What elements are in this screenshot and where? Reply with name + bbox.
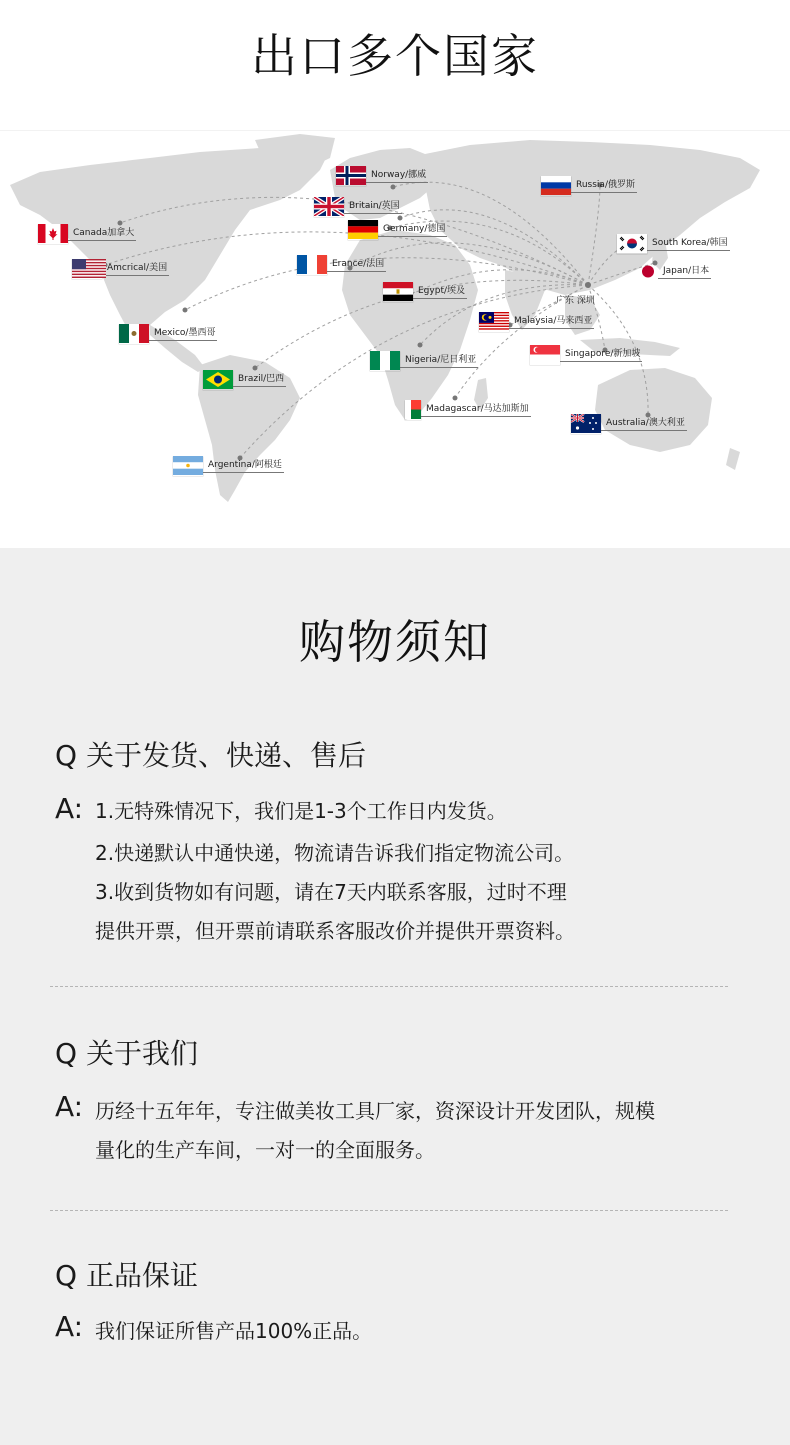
country-malaysia [479, 312, 594, 332]
country-label: Madagascar/马达加斯加 [421, 403, 531, 417]
country-label: Erance/法国 [327, 258, 386, 272]
country-nigeria [370, 351, 478, 371]
canada-flag-icon [38, 225, 68, 244]
argentina-flag-icon [173, 457, 203, 476]
country-usa [72, 259, 169, 279]
world-map-graphic [0, 130, 790, 510]
export-section [0, 0, 790, 548]
faq-question-shipping: Q 关于发货、快递、售后 [55, 739, 366, 772]
country-argentina [173, 456, 284, 476]
faq-answer-marker: A: [55, 1310, 84, 1343]
country-britain [314, 197, 402, 217]
malaysia-flag-icon [479, 313, 509, 332]
japan-flag-icon [638, 263, 658, 282]
country-label: Nigeria/尼日利亚 [400, 354, 478, 368]
country-label: Norway/挪威 [366, 169, 428, 183]
brazil-flag-icon [203, 371, 233, 390]
australia-flag-icon [571, 415, 601, 434]
country-mexico [119, 324, 217, 344]
country-label: Canada加拿大 [68, 227, 136, 241]
notice-section [0, 548, 790, 1445]
britain-flag-icon [314, 198, 344, 217]
russia-flag-icon [541, 177, 571, 196]
country-norway [336, 166, 428, 186]
faq-answer-line: 2.快递默认中通快递，物流请告诉我们指定物流公司。 [95, 841, 575, 865]
country-egypt [383, 282, 467, 302]
country-madagascar [405, 400, 531, 420]
country-canada [38, 224, 136, 244]
country-label: Brazil/巴西 [233, 373, 286, 387]
norway-flag-icon [336, 167, 366, 186]
nigeria-flag-icon [370, 352, 400, 371]
faq-answer-line: 量化的生产车间，一对一的全面服务。 [95, 1138, 435, 1162]
country-japan [638, 262, 711, 282]
country-russia [541, 176, 637, 196]
south-korea-flag-icon [617, 235, 647, 254]
faq-answer-marker: A: [55, 792, 84, 825]
faq-answer-line: 3.收到货物如有问题，请在7天内联系客服，过时不理 [95, 880, 567, 904]
singapore-flag-icon [530, 346, 560, 365]
faq-question-authenticity: Q 正品保证 [55, 1259, 198, 1292]
country-label: Singapore/新加坡 [560, 348, 642, 362]
country-brazil [203, 370, 286, 390]
country-label: Argentina/阿根廷 [203, 459, 284, 473]
faq-answer-line: 历经十五年年，专注做美妆工具厂家，资深设计开发团队，规模 [95, 1099, 655, 1123]
germany-flag-icon [348, 221, 378, 240]
faq-answer-line: 1.无特殊情况下，我们是1-3个工作日内发货。 [95, 799, 507, 823]
faq-answer-line: 提供开票，但开票前请联系客服改价并提供开票资料。 [95, 919, 575, 943]
hub-label-shenzhen: 广东 深圳 [556, 296, 595, 306]
country-germany [348, 220, 447, 240]
country-france [297, 255, 386, 275]
country-label: Australia/澳大利亚 [601, 417, 687, 431]
country-south-korea [617, 234, 730, 254]
world-map [0, 130, 790, 510]
country-label: Malaysia/马来西亚 [509, 315, 594, 329]
france-flag-icon [297, 256, 327, 275]
faq-question-about-us: Q 关于我们 [55, 1037, 198, 1070]
export-title: 出口多个国家 [251, 29, 539, 83]
faq-answer-marker: A: [55, 1090, 84, 1123]
country-label: Mexico/墨西哥 [149, 327, 217, 341]
country-label: Japan/日本 [658, 265, 711, 279]
faq-answer-line: 我们保证所售产品100%正品。 [95, 1319, 373, 1343]
notice-title: 购物须知 [299, 615, 491, 669]
country-label: South Korea/韩国 [647, 237, 730, 251]
country-label: Russia/俄罗斯 [571, 179, 637, 193]
madagascar-flag-icon [405, 401, 421, 420]
country-label: Germany/德国 [378, 223, 447, 237]
egypt-flag-icon [383, 283, 413, 302]
faq-divider [50, 1210, 728, 1211]
country-label: Britain/英国 [344, 200, 402, 214]
country-australia [571, 414, 687, 434]
usa-flag-icon [72, 260, 102, 279]
mexico-flag-icon [119, 325, 149, 344]
faq-divider [50, 986, 728, 987]
country-label: Amcrical/美国 [102, 262, 169, 276]
country-label: Egypt/埃及 [413, 285, 467, 299]
country-singapore [530, 345, 642, 365]
